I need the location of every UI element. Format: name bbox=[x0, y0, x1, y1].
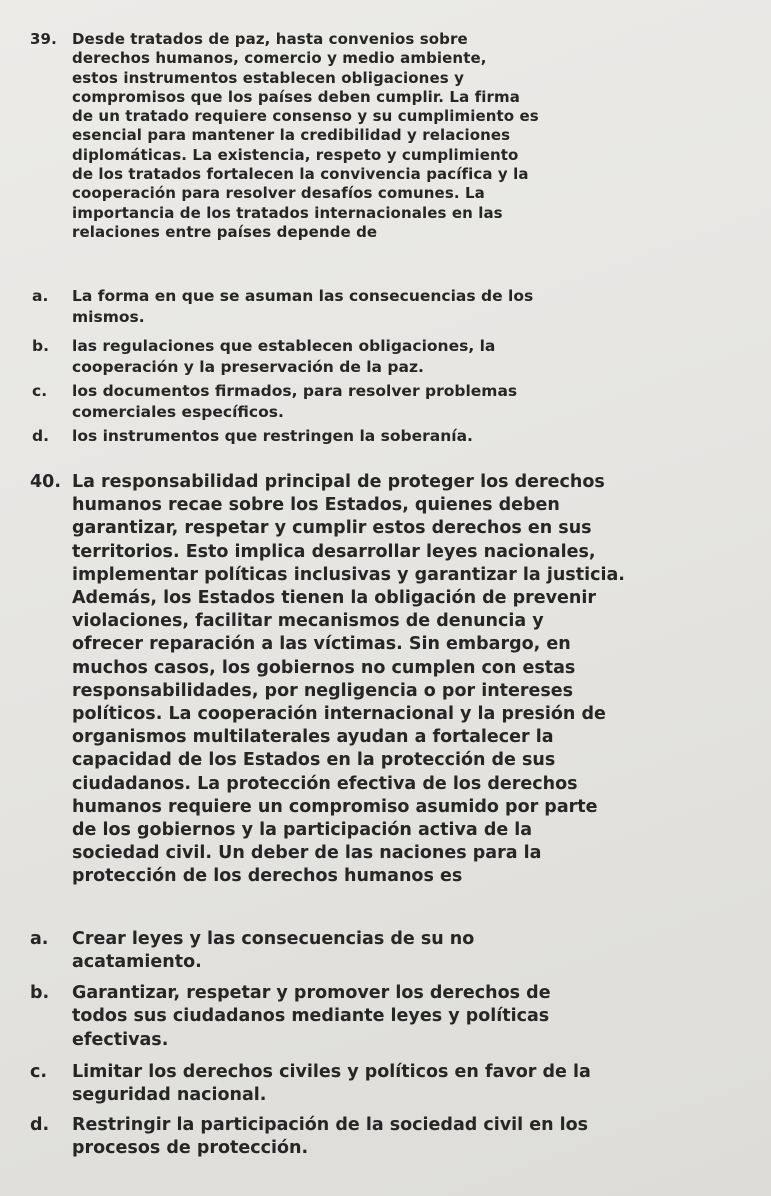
stem-line: protección de los derechos humanos es bbox=[72, 866, 463, 887]
stem-line: de los tratados fortalecen la convivencia pacífica y la bbox=[72, 165, 529, 184]
stem-line: humanos requiere un compromiso asumido por parte bbox=[72, 796, 598, 817]
option-text: mismos. bbox=[72, 307, 145, 326]
stem-line: humanos recae sobre los Estados, quienes deben bbox=[72, 495, 560, 516]
option-letter: a. bbox=[32, 287, 49, 305]
stem-line: La responsabilidad principal de proteger los derechos bbox=[72, 472, 605, 492]
stem-line: Además, los Estados tienen la obligación de prevenir bbox=[72, 588, 596, 609]
option-text: Restringir la participación de la sociedad civil en los bbox=[72, 1115, 589, 1135]
stem-line: organismos multilaterales ayudan a fortalecer la bbox=[72, 727, 554, 748]
option-text: procesos de protección. bbox=[72, 1138, 309, 1159]
option-text: comerciales específicos. bbox=[72, 402, 284, 421]
option-letter: c. bbox=[30, 1062, 48, 1082]
stem-line: muchos casos, los gobiernos no cumplen con estas bbox=[72, 657, 576, 678]
stem-line: derechos humanos, comercio y medio ambiente, bbox=[72, 49, 487, 68]
stem-line: de un tratado requiere consenso y su cumplimiento es bbox=[72, 107, 539, 126]
stem-line: implementar políticas inclusivas y garantizar la justicia. bbox=[72, 564, 625, 585]
question-stem bbox=[72, 30, 539, 242]
option-text: seguridad nacional. bbox=[72, 1085, 267, 1106]
stem-line: políticos. La cooperación internacional y la presión de bbox=[72, 704, 606, 725]
option-letter: c. bbox=[32, 382, 48, 400]
stem-line: estos instrumentos establecen obligaciones y bbox=[72, 68, 464, 87]
option-text: todos sus ciudadanos mediante leyes y políticas bbox=[72, 1006, 550, 1027]
stem-line: capacidad de los Estados en la protección de sus bbox=[72, 750, 556, 771]
stem-line: Desde tratados de paz, hasta convenios sobre bbox=[72, 30, 468, 48]
stem-line: ciudadanos. La protección efectiva de los derechos bbox=[72, 773, 578, 794]
option-text: acatamiento. bbox=[72, 952, 202, 973]
option-text: cooperación y la preservación de la paz. bbox=[72, 357, 424, 376]
option-letter: b. bbox=[32, 337, 49, 355]
option-letter: b. bbox=[30, 983, 50, 1003]
stem-line: responsabilidades, por negligencia o por intereses bbox=[72, 680, 574, 701]
option-letter: d. bbox=[32, 427, 49, 445]
stem-line: violaciones, facilitar mecanismos de denuncia y bbox=[72, 611, 544, 632]
stem-line: ofrecer reparación a las víctimas. Sin embargo, en bbox=[72, 634, 571, 655]
option-text: los instrumentos que restringen la soberanía. bbox=[72, 427, 473, 445]
stem-line: de los gobiernos y la participación activa de la bbox=[72, 820, 533, 841]
option-text: Garantizar, respetar y promover los derechos de bbox=[72, 983, 551, 1003]
question-stem bbox=[72, 471, 625, 889]
question-number: 40. bbox=[30, 472, 62, 492]
option-text: Limitar los derechos civiles y políticos en favor de la bbox=[72, 1062, 591, 1082]
stem-line: compromisos que los países deben cumplir. La firma bbox=[72, 87, 520, 106]
stem-line: importancia de los tratados internacionales en las bbox=[72, 203, 503, 222]
stem-line: garantizar, respetar y cumplir estos derechos en sus bbox=[72, 518, 592, 539]
option-text: los documentos firmados, para resolver problemas bbox=[72, 382, 518, 400]
question-number: 39. bbox=[30, 30, 57, 48]
stem-line: relaciones entre países depende de bbox=[72, 222, 378, 241]
option-letter: d. bbox=[30, 1115, 50, 1135]
stem-line: cooperación para resolver desafíos comunes. La bbox=[72, 184, 485, 203]
stem-line: esencial para mantener la credibilidad y relaciones bbox=[72, 126, 511, 145]
option-text: efectivas. bbox=[72, 1029, 169, 1050]
option-letter: a. bbox=[30, 929, 49, 949]
option-text: La forma en que se asuman las consecuencias de los bbox=[72, 287, 534, 305]
option-text: las regulaciones que establecen obligaciones, la bbox=[72, 337, 496, 355]
stem-line: sociedad civil. Un deber de las naciones para la bbox=[72, 843, 542, 864]
stem-line: diplomáticas. La existencia, respeto y cumplimiento bbox=[72, 145, 519, 164]
option-text: Crear leyes y las consecuencias de su no bbox=[72, 929, 475, 949]
stem-line: territorios. Esto implica desarrollar leyes nacionales, bbox=[72, 541, 596, 562]
